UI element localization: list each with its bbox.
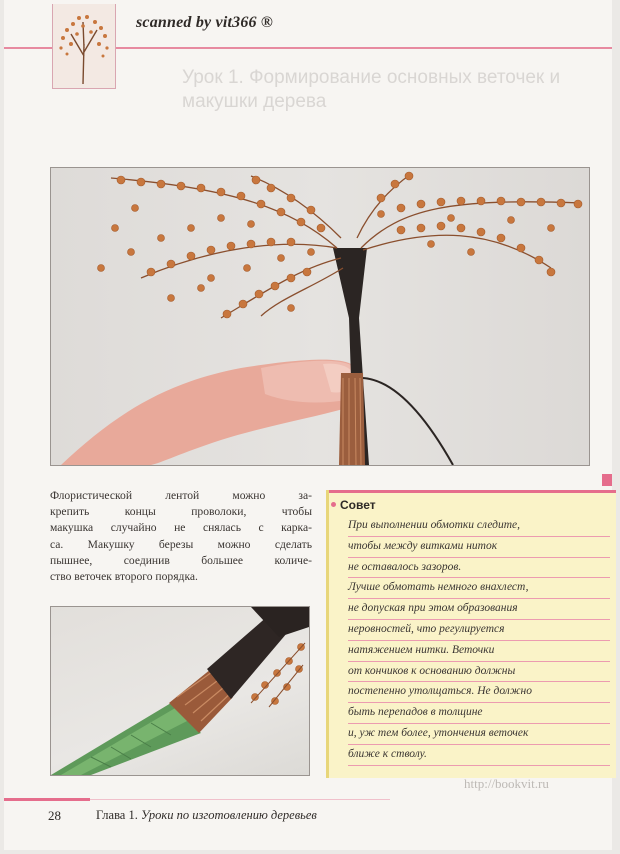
book-page [4, 0, 612, 850]
tip-line: не оставалось зазоров. [348, 558, 610, 579]
wrapped-trunk-image [51, 607, 309, 775]
faded-heading: Урок 1. Формирование основных веточек и макушки дерева [182, 67, 561, 112]
tip-text [348, 516, 610, 766]
wrapping-photo [50, 606, 310, 776]
chapter-label: Глава 1. [96, 808, 138, 822]
tip-line: и, уж тем более, утончения веточек [348, 724, 610, 745]
tip-line: чтобы между витками ниток [348, 537, 610, 558]
tip-line: быть перепадов в толщине [348, 703, 610, 724]
chapter-title: Уроки по изготовлению деревьев [140, 808, 317, 822]
tip-title: Совет [340, 498, 376, 512]
caption-line: пышнее, соединив большее количе- [50, 553, 312, 567]
page-number: 28 [48, 808, 61, 823]
tip-line: постепенно утолщаться. Не должно [348, 682, 610, 703]
tree-thumbnail [52, 4, 116, 89]
tip-side-rule [326, 490, 329, 778]
chapter-running-head [96, 808, 317, 823]
tip-line: неровностей, что регулируется [348, 620, 610, 641]
tip-line: натяжением нитки. Веточки [348, 641, 610, 662]
tip-line: от кончиков к основанию должны [348, 662, 610, 683]
tip-line: При выполнении обмотки следите, [348, 516, 610, 537]
tree-thumbnail-icon [53, 4, 115, 88]
footer-rule [90, 799, 390, 800]
scan-credit: scanned by vit366 ® [136, 14, 274, 31]
watermark-url: http://bookvit.ru [464, 776, 549, 791]
caption-line: Флористической лентой можно за- [50, 489, 312, 502]
caption-line: са. Макушку березы можно сделать [50, 537, 312, 551]
photo-caption [50, 488, 312, 585]
caption-line: ство веточек второго порядка. [50, 570, 198, 584]
tip-top-rule [326, 490, 616, 493]
tip-line: ближе к стволу. [348, 745, 610, 766]
edge-marker [602, 474, 612, 486]
tip-box [326, 490, 616, 778]
tip-line: не допуская при этом образования [348, 599, 610, 620]
footer-accent-rule [4, 798, 90, 801]
bullet-icon [331, 502, 336, 507]
tree-photo [50, 167, 590, 466]
caption-line: крепить концы проволоки, чтобы [50, 505, 312, 519]
tip-line: Лучше обмотать немного внахлест, [348, 578, 610, 599]
caption-line: макушка случайно не снялась с карка- [50, 521, 312, 535]
beaded-tree-image [51, 168, 589, 465]
